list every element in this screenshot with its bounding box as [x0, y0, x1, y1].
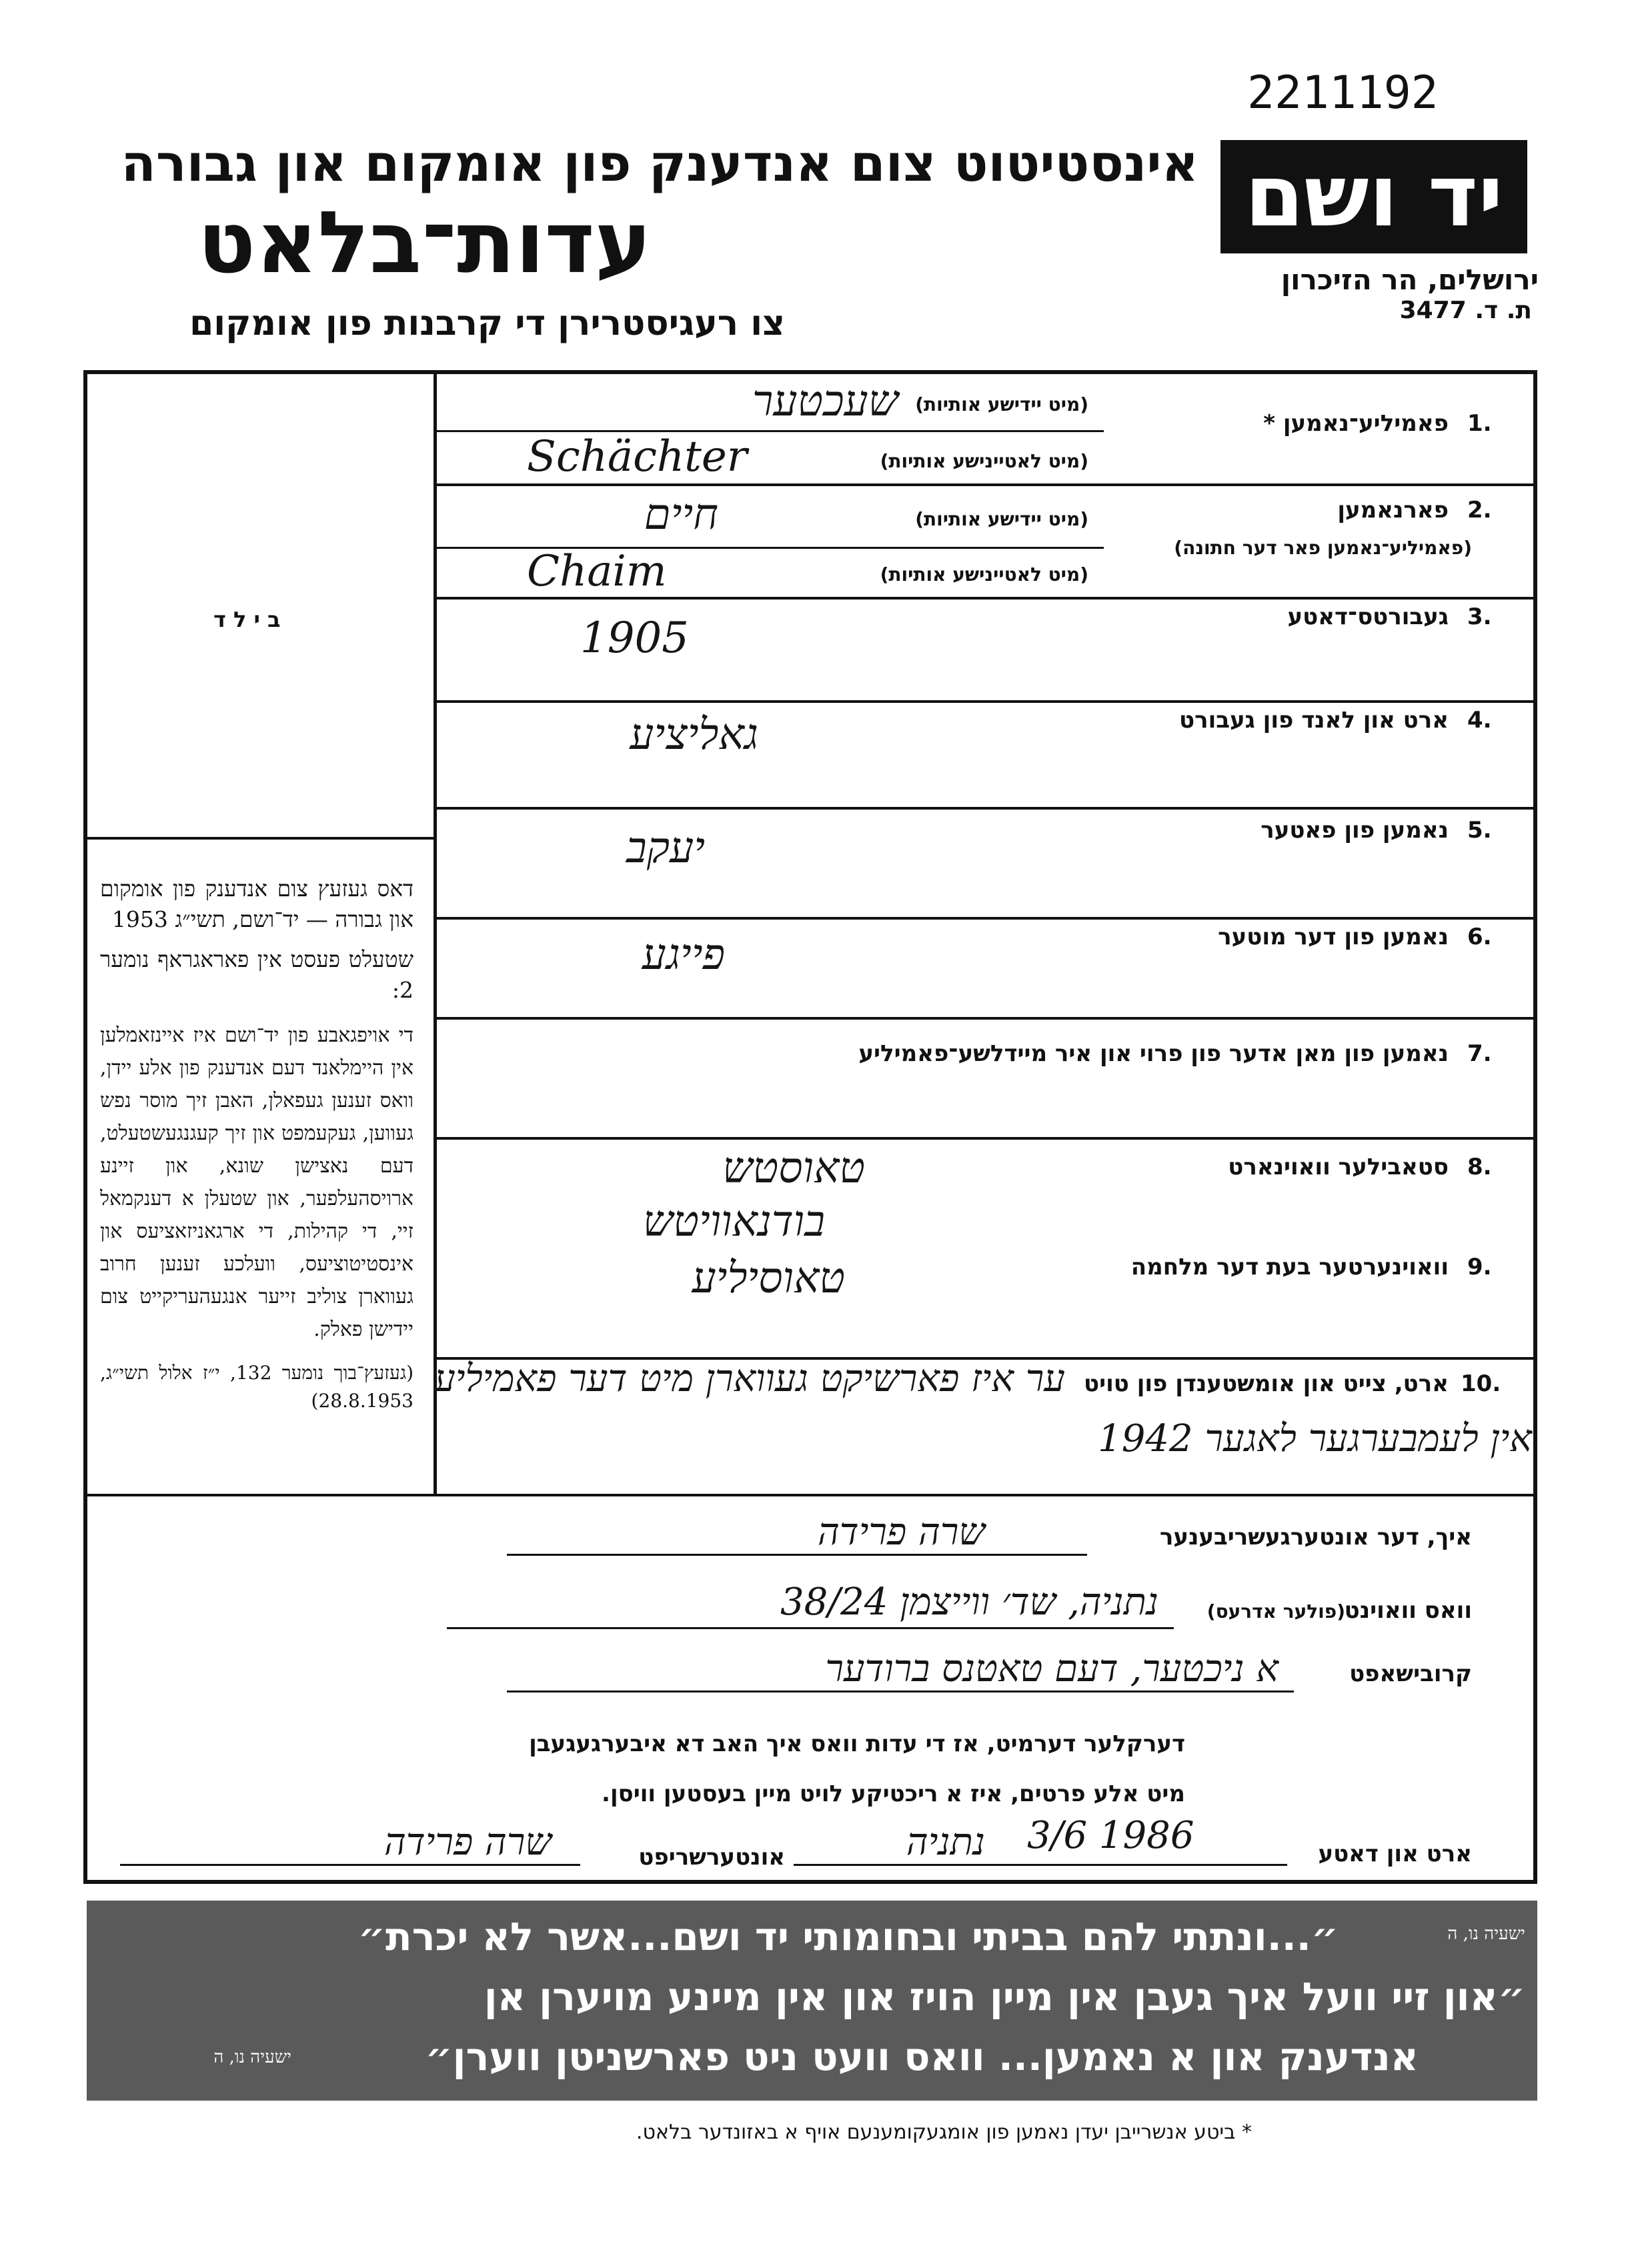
law-paragraph-ref: שטעלט פעסט אין פאראגראף נומער 2:	[100, 946, 414, 1003]
birthplace-value[interactable]: גאליציע	[630, 710, 758, 760]
banner-line-3: אנדענק און א נאמען... וואס וועט ניט פארשניטן ווערן״	[425, 2034, 1419, 2079]
banner-ref-1: ישעיה נו, ה	[1447, 1924, 1525, 1944]
field-label-birth-date: געבורטס־דאטע	[1287, 604, 1449, 630]
death-circumstances-value-2[interactable]: אין לעמבערגער לאגער 1942	[1098, 1417, 1532, 1460]
field-label-birthplace: ארט און לאנד פון געבורט	[1179, 707, 1449, 734]
field-number: 2.	[1467, 497, 1492, 523]
address-line-1: ירושלים, הר הזיכרון	[1281, 263, 1539, 296]
column-divider	[434, 373, 437, 1494]
place-value[interactable]: נתניה	[906, 1821, 985, 1864]
first-name-yiddish-value[interactable]: חיים	[644, 490, 718, 539]
law-body: די אויפגאבע פון יד־ושם איז איינזאמלען אין היימלאנד דעם אנדענק פון אלע יידן, וואס זענען געפאלן, האבן זיך מוסר נפש געווען, געקעמפט און זיך קעגנגעשטעלט, דעם נאצישן שונא, און זיינע ארויסהעלפער, און שטעלן א דענקמאל זיי, די קהילות, די ארגאניזאציעס און אינסטיטוציעס, וועלכע זענען חרוב געווארן צוליב זייער אנגעהעריקייט צום יידישן פאלק.	[100, 1024, 414, 1341]
declaration-line-2: מיט אלע פרטים, איז א ריכטיקע לויט מיין בעסטען וויסן.	[602, 1781, 1185, 1807]
row2-bottom	[437, 597, 1534, 600]
field-label-wartime-residence: וואוינערטער בעת דער מלחמה	[1130, 1254, 1449, 1280]
row1-bottom	[437, 483, 1534, 486]
relation-line	[507, 1691, 1294, 1693]
family-name-yiddish-value[interactable]: שעכטער	[752, 377, 898, 426]
field-label-father-name: נאמען פון פאטער	[1261, 817, 1449, 844]
father-name-value[interactable]: יעקב	[626, 824, 705, 873]
field-sub: (מיט לאטיינישע אותיות)	[880, 564, 1088, 586]
place-date-label: ארט און דאטע	[1318, 1841, 1472, 1867]
row3-bottom	[437, 700, 1534, 703]
bottom-divider	[87, 1494, 1534, 1496]
law-intro: דאס געזעץ צום אנדענק פון אומקום און גבורה — יד־ושם, תשי״ג 1953	[100, 876, 414, 932]
document-number: 2211192	[1247, 67, 1439, 119]
permanent-residence-value[interactable]: טאוסטש	[722, 1144, 865, 1193]
submitter-name-label: איך, דער אונטערגעשריבענער	[1159, 1524, 1472, 1550]
footnote: * ביטע אנשרייבן יעדן נאמען פון אומגעקומענעם אויף א באזונדער בלאט.	[636, 2121, 1252, 2144]
field-label-note: (פאמיליע־נאמען פאר דער חתונה)	[1174, 537, 1472, 559]
permanent-residence-value-2[interactable]: בודנאוויטש	[643, 1197, 825, 1246]
field-label-spouse-name: נאמען פון מאן אדער פון פרוי און איר מיידלשע־פאמיליע	[858, 1040, 1449, 1067]
row4-bottom	[437, 807, 1534, 810]
field-sub: (מיט לאטיינישע אותיות)	[880, 450, 1088, 472]
place-date-line	[794, 1864, 1287, 1866]
banner-ref-3: ישעיה נו, ה	[213, 2047, 291, 2067]
field-sub: (מיט יידישע אותיות)	[915, 508, 1088, 530]
address-line-2: ת. ד. 3477	[1399, 297, 1532, 324]
field-number: 1.	[1467, 410, 1492, 437]
signature-value[interactable]: שרה פרידה	[383, 1821, 552, 1864]
form-subtitle: צו רעגיסטרירן די קרבנות פון אומקום	[189, 303, 785, 343]
law-note	[100, 874, 414, 1415]
field-number: 6.	[1467, 924, 1492, 950]
field-number: 3.	[1467, 604, 1492, 630]
field-number: 7.	[1467, 1040, 1492, 1067]
yad-vashem-logo: יד ושם	[1220, 140, 1527, 253]
submitter-name-line	[507, 1554, 1087, 1556]
birth-date-value[interactable]: 1905	[580, 614, 689, 663]
row7-bottom	[437, 1137, 1534, 1140]
mother-name-value[interactable]: פייגע	[642, 930, 725, 980]
submitter-name-value[interactable]: שרה פרידה	[817, 1510, 985, 1554]
signature-line	[120, 1864, 580, 1866]
wartime-residence-value[interactable]: טאוסיליע	[692, 1254, 845, 1303]
field-label-first-name: פארנאמען	[1337, 497, 1449, 523]
signature-label: אונטערשריפט	[638, 1844, 785, 1871]
field-number: 4.	[1467, 707, 1492, 734]
field-label-mother-name: נאמען פון דער מוטער	[1218, 924, 1449, 950]
relation-label: קרובישאפט	[1349, 1660, 1472, 1687]
field-label-death-circumstances: ארט, צייט און אומשטענדן פון טויט	[1083, 1370, 1449, 1397]
field-sub: (מיט יידישע אותיות)	[915, 393, 1088, 415]
photo-label: ב י ל ד	[213, 607, 281, 632]
submitter-address-note: (פולער אדרעס)	[1206, 1600, 1345, 1622]
field-number: 9.	[1467, 1254, 1492, 1280]
death-circumstances-value[interactable]: ער איז פארשיקט געווארן מיט דער פאמיליע	[434, 1357, 1065, 1400]
row5-bottom	[437, 917, 1534, 920]
banner-line-2: ״און זיי וועל איך געבן אין מיין הויז און אין מיינע מויערן אן	[484, 1974, 1525, 2019]
submitter-address-label: וואס וואוינט	[1344, 1597, 1472, 1624]
field-number: 5.	[1467, 817, 1492, 844]
family-name-latin-value[interactable]: Schächter	[527, 432, 748, 481]
field-label-family-name: פאמיליע־נאמען *	[1263, 410, 1449, 437]
field-label-permanent-residence: סטאבילער וואוינארט	[1228, 1154, 1449, 1180]
row6-bottom	[437, 1017, 1534, 1020]
photo-box-divider	[87, 837, 435, 840]
institute-name: אינסטיטוט צום אנדענק פון אומקום און גבורה	[121, 133, 1198, 193]
relation-value[interactable]: א ניכטער, דעם טאטנס ברודער	[825, 1647, 1279, 1691]
submitter-address-value[interactable]: נתניה, שד׳ ווייצמן 38/24	[780, 1580, 1158, 1624]
declaration-line-1: דערקלער דערמיט, אז די עדות וואס איך האב דא איבערגעגעבן	[529, 1731, 1185, 1757]
form-title: עדות־בלאט	[197, 193, 652, 293]
field-number: 10.	[1461, 1370, 1501, 1397]
law-source: (געזעץ־בוך נומער 132, י״ז אלול תשי״ג, 28.8.1953)	[100, 1362, 414, 1412]
first-name-latin-value[interactable]: Chaim	[527, 547, 667, 596]
date-value[interactable]: 3/6 1986	[1027, 1814, 1194, 1857]
field-number: 8.	[1467, 1154, 1492, 1180]
banner-line-1: ״...ונתתי להם בביתי ובחומותי יד ושם...אשר לא יכרת״	[357, 1914, 1339, 1959]
submitter-address-line	[447, 1627, 1174, 1629]
